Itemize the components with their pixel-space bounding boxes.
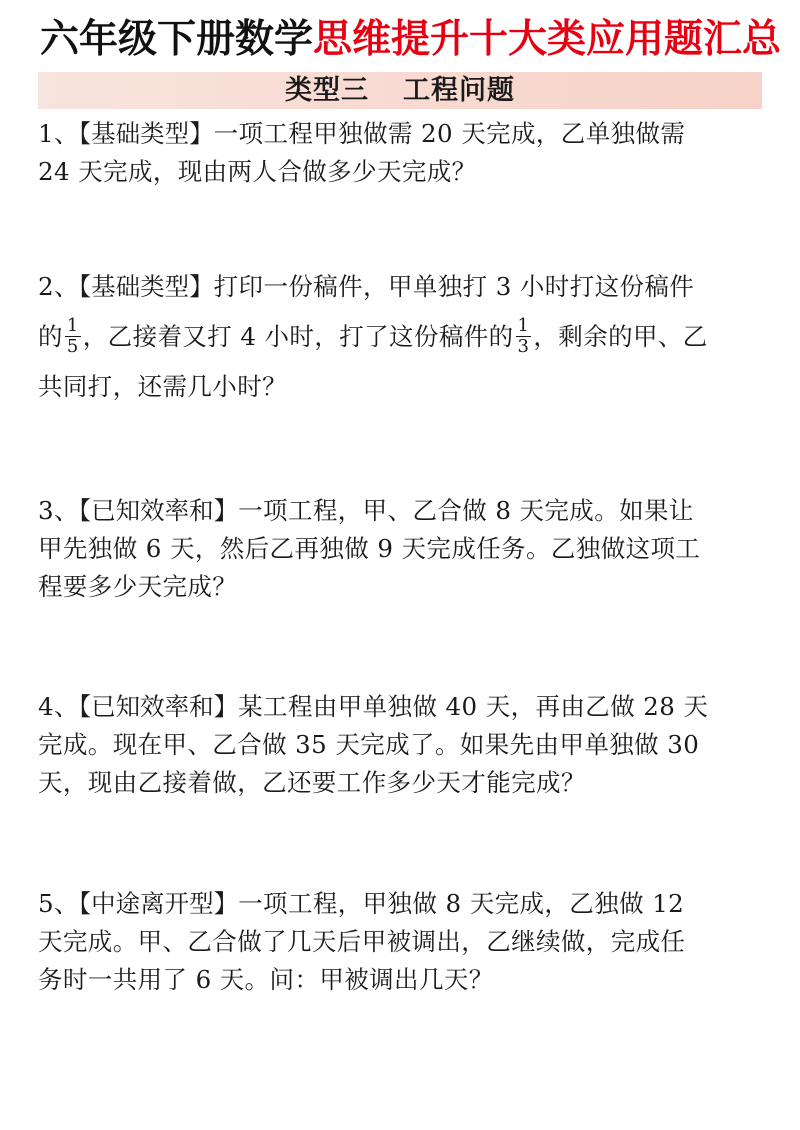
problem-text: 甲先独做 6 天，然后乙再独做 9 天完成任务。乙独做这项工 bbox=[38, 534, 701, 563]
fraction-one-fifth bbox=[65, 316, 81, 357]
problem-tag: 【已知效率和】 bbox=[78, 496, 239, 525]
page-title bbox=[40, 14, 782, 66]
problem-5 bbox=[38, 885, 762, 999]
problem-text: 的 bbox=[38, 322, 63, 351]
problem-line bbox=[38, 368, 762, 406]
problem-tag: 【基础类型】 bbox=[78, 272, 214, 301]
problem-line bbox=[38, 268, 762, 306]
problem-text: 共同打，还需几小时？ bbox=[38, 372, 287, 401]
fraction-denominator: 3 bbox=[517, 336, 530, 357]
problem-line bbox=[38, 153, 762, 191]
problem-text: 打印一份稿件，甲单独打 3 小时打这份稿件 bbox=[213, 272, 695, 301]
fraction-numerator: 1 bbox=[517, 315, 530, 336]
problem-text: ，剩余的甲、乙 bbox=[533, 322, 708, 351]
problem-text: 一项工程，甲、乙合做 8 天完成。如果让 bbox=[238, 496, 694, 525]
problem-text: ，乙接着又打 4 小时，打了这份稿件的 bbox=[82, 322, 514, 351]
problem-tag: 【基础类型】 bbox=[78, 119, 214, 148]
problem-text: 务时一共用了 6 天。问：甲被调出几天？ bbox=[38, 965, 494, 994]
problem-line bbox=[38, 492, 762, 530]
problem-line bbox=[38, 530, 762, 568]
problem-line bbox=[38, 306, 762, 368]
problem-line bbox=[38, 688, 762, 726]
problem-2 bbox=[38, 268, 762, 406]
problem-1 bbox=[38, 115, 762, 191]
problem-number: 3、 bbox=[38, 496, 79, 525]
problem-line bbox=[38, 764, 762, 802]
problem-3 bbox=[38, 492, 762, 606]
problem-line bbox=[38, 726, 762, 764]
problem-tag: 【中途离开型】 bbox=[78, 889, 239, 918]
problem-number: 5、 bbox=[38, 889, 79, 918]
problem-line bbox=[38, 923, 762, 961]
problem-4 bbox=[38, 688, 762, 802]
section-header bbox=[38, 72, 762, 109]
fraction-one-third bbox=[516, 316, 532, 357]
problem-number: 1、 bbox=[38, 119, 79, 148]
problem-tag: 【已知效率和】 bbox=[78, 692, 239, 721]
section-type-name: 工程问题 bbox=[403, 75, 515, 106]
problem-text: 某工程由甲单独做 40 天，再由乙做 28 天 bbox=[238, 692, 709, 721]
problem-text: 一项工程甲独做需 20 天完成，乙单独做需 bbox=[213, 119, 686, 148]
problem-number: 4、 bbox=[38, 692, 79, 721]
problem-text: 程要多少天完成？ bbox=[38, 572, 238, 601]
problem-line bbox=[38, 115, 762, 153]
page-title-grade: 六年级下册数学 bbox=[40, 17, 314, 62]
problem-text: 天，现由乙接着做，乙还要工作多少天才能完成？ bbox=[38, 768, 586, 797]
problem-line bbox=[38, 885, 762, 923]
fraction-numerator: 1 bbox=[66, 315, 79, 336]
problem-line bbox=[38, 568, 762, 606]
problem-text: 完成。现在甲、乙合做 35 天完成了。如果先由甲单独做 30 bbox=[38, 730, 700, 759]
fraction-denominator: 5 bbox=[66, 336, 79, 357]
problem-text: 一项工程，甲独做 8 天完成，乙独做 12 bbox=[238, 889, 685, 918]
problem-line bbox=[38, 961, 762, 999]
problem-text: 24 天完成，现由两人合做多少天完成？ bbox=[38, 157, 477, 186]
section-type-label: 类型三 bbox=[285, 75, 369, 106]
page-title-topic: 思维提升十大类应用题汇总 bbox=[313, 17, 782, 62]
problem-number: 2、 bbox=[38, 272, 79, 301]
problem-text: 天完成。甲、乙合做了几天后甲被调出，乙继续做，完成任 bbox=[38, 927, 686, 956]
